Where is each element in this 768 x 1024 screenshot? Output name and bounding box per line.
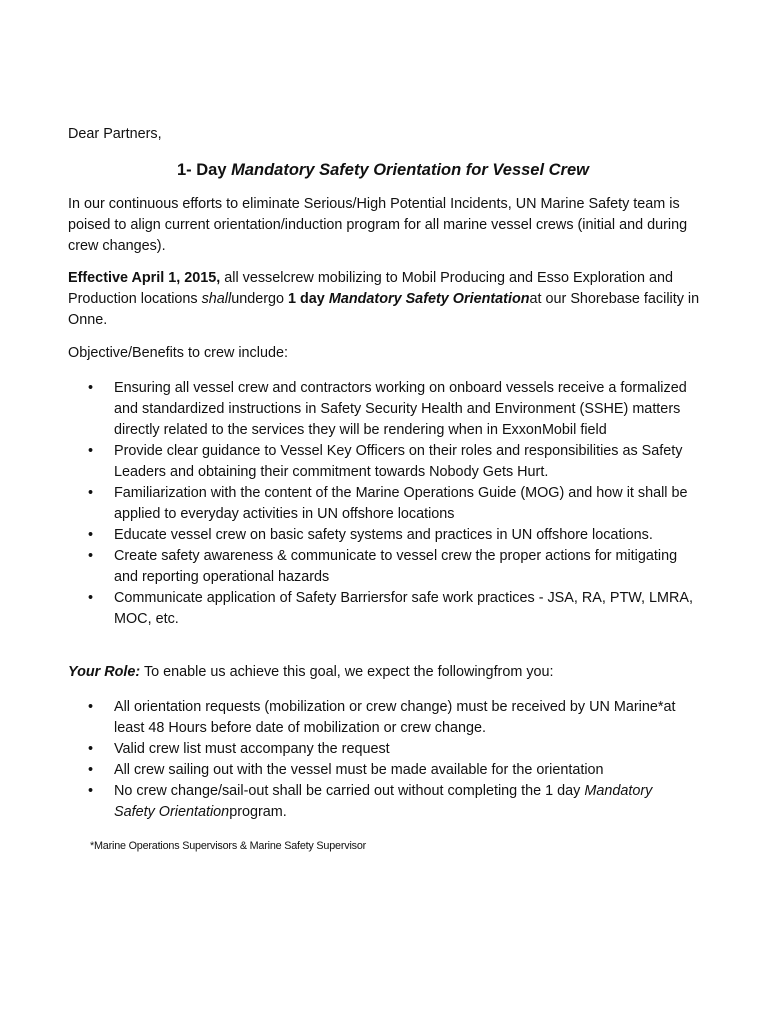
last-req-text-2: program. (229, 804, 287, 820)
bullet-icon: • (88, 485, 94, 501)
list-item-text: Communicate application of Safety Barriersfor safe work practices - JSA, RA, PTW, LMRA, MOC, etc. (114, 590, 694, 627)
bullet-icon: • (88, 527, 94, 543)
list-item-text: Educate vessel crew on basic safety systems and practices in UN offshore locations. (114, 527, 653, 543)
bullet-icon: • (88, 380, 94, 396)
last-req-text-1: No crew change/sail-out shall be carried out without completing the 1 day (114, 783, 585, 799)
list-item-text: Provide clear guidance to Vessel Key Officers on their roles and responsibilities as Safety Leaders and obtaining their commitment towards Nobody Gets Hurt. (114, 443, 683, 480)
list-item (68, 441, 694, 483)
list-item (68, 781, 694, 823)
shall-word: shall (201, 291, 232, 307)
effective-text-1: all vesselcrew mobilizing to Mobil Producing and Esso Exploration and Production locations (68, 270, 673, 307)
list-item (68, 483, 694, 525)
list-item (68, 739, 694, 760)
list-item (68, 378, 694, 441)
list-item-text: Valid crew list must accompany the request (114, 741, 390, 757)
intro-paragraph: In our continuous efforts to eliminate Serious/High Potential Incidents, UN Marine Safety team is poised to align current orientation/induction program for all marine vessel crews (initial and during crew changes). (68, 196, 688, 254)
role-label: Your Role: (68, 664, 141, 680)
role-text: To enable us achieve this goal, we expect the followingfrom you: (140, 664, 554, 680)
salutation: Dear Partners, (68, 126, 162, 142)
list-item-text: Familiarization with the content of the Marine Operations Guide (MOG) and how it shall be applied to everyday activities in UN offshore locations (114, 485, 688, 522)
list-item-text: All orientation requests (mobilization or crew change) must be received by UN Marine*at least 48 Hours before date of mobilization or crew change. (114, 699, 676, 736)
list-item-text: Ensuring all vessel crew and contractors working on onboard vessels receive a formalized and standardized instructions in Safety Security Health and Environment (SSHE) matters directly related to the services they will be rendering when in ExxonMobil field (114, 380, 687, 438)
mso-bold-italic: Mandatory Safety Orientation (328, 291, 530, 307)
bullet-icon: • (88, 590, 94, 606)
effective-date: Effective April 1, 2015, (68, 270, 221, 286)
list-item (68, 525, 694, 546)
list-item (68, 760, 694, 781)
bullet-icon: • (88, 443, 94, 459)
list-item (68, 546, 694, 588)
effective-paragraph (68, 268, 708, 331)
bullet-icon: • (88, 699, 94, 715)
footnote: *Marine Operations Supervisors & Marine Safety Supervisor (90, 840, 367, 852)
list-item (68, 697, 694, 739)
list-item (68, 588, 694, 630)
title-prefix: 1- Day (176, 161, 232, 179)
role-paragraph (68, 662, 708, 683)
list-item-text: Create safety awareness & communicate to vessel crew the proper actions for mitigating and reporting operational hazards (114, 548, 678, 585)
list-item-text: All crew sailing out with the vessel must be made available for the orientation (114, 762, 604, 778)
effective-text-3: at our Shorebase facility in Onne. (68, 291, 700, 328)
bullet-icon: • (88, 741, 94, 757)
last-req-italic: Mandatory Safety Orientation (114, 783, 653, 820)
objectives-list (68, 378, 708, 630)
effective-text-2: undergo (231, 291, 289, 307)
bullet-icon: • (88, 783, 94, 799)
bullet-icon: • (88, 548, 94, 564)
one-day: 1 day (288, 291, 329, 307)
title-italic: Mandatory Safety Orientation for Vessel Crew (231, 161, 589, 179)
bullet-icon: • (88, 762, 94, 778)
objectives-intro: Objective/Benefits to crew include: (68, 345, 288, 361)
requirements-list (68, 697, 708, 823)
letter-title (68, 159, 698, 181)
